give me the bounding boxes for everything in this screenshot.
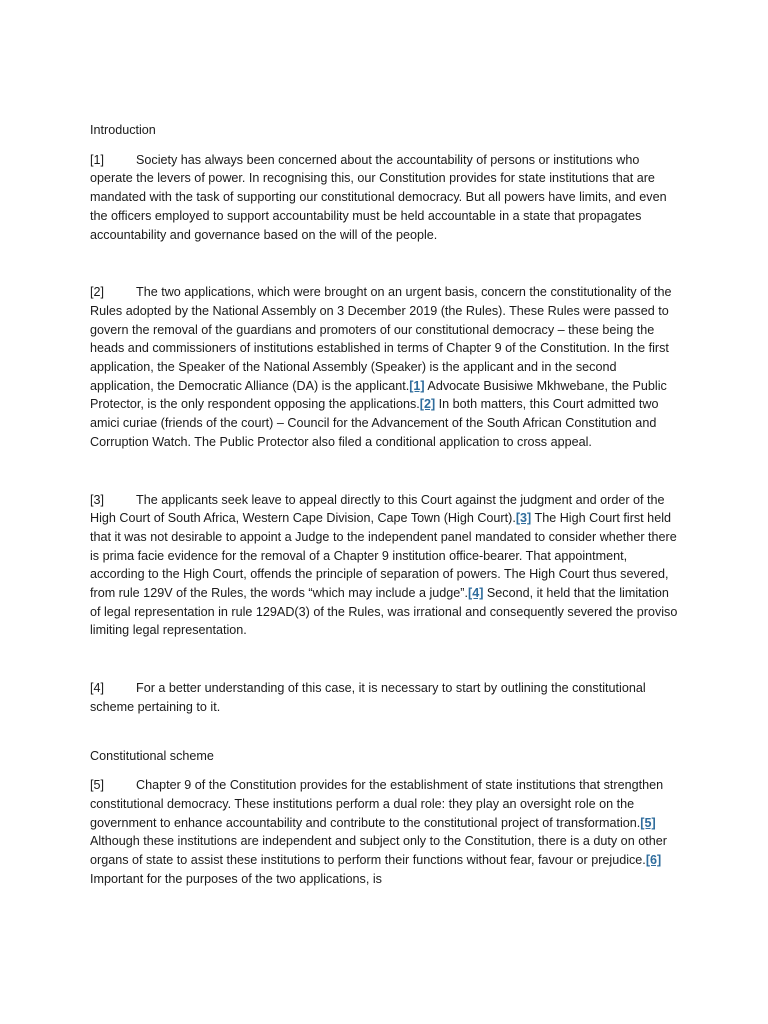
document-page [90,121,680,889]
paragraph-number: [1] [90,152,105,167]
section-heading-introduction: Introduction [90,123,156,137]
paragraph-text: Important for the purposes of the two applications, is [90,871,382,886]
footnote-link[interactable]: [1] [409,378,425,393]
paragraph-text: In both matters, this Court admitted two amici curiae (friends of the court) – Council for the Advancement of the South African Constitution and Corruption Watch. The Public Protector also filed a conditional application to cross appeal. [90,397,659,449]
footnote-link[interactable]: [4] [468,586,484,601]
footnote-link[interactable]: [2] [419,397,436,412]
paragraph-text: The High Court first held that it was not desirable to appoint a Judge to the independent panel mandated to consider whether there is prima facie evidence for the removal of a Chapter 9 institution office-bearer. That appointment, according to the High Court, offends the principle of separation of powers. The High Court thus severed, from rule 129V of the Rules, the words “which may include a judge”. [90,511,677,601]
paragraph-number: [5] [90,778,105,793]
footnote-link[interactable]: [3] [515,511,532,526]
paragraph-text: Society has always been concerned about the accountability of persons or institutions who operate the levers of power. In recognising this, our Constitution provides for state institutions that are mandated with the task of supporting our constitutional democracy. But all powers have limits, and even the officers employed to support accountability must be held accountable in a state that propagates accountability and governance based on the will of the people. [90,152,667,242]
paragraph-text: Chapter 9 of the Constitution provides for the establishment of state institutions that strengthen constitutional democracy. These institutions perform a dual role: they play an oversight role on the government to enhance accountability and contribute to the constitutional project of transformation. [90,778,664,830]
paragraph-text: Advocate Busisiwe Mkhwebane, the Public Protector, is the only respondent opposing the applications. [90,378,667,412]
paragraph-4 [90,679,680,716]
footnote-link[interactable]: [5] [640,815,656,830]
paragraph-3 [90,491,680,641]
paragraph-2 [90,283,680,451]
paragraph-text: The applicants seek leave to appeal directly to this Court against the judgment and order of the High Court of South Africa, Western Cape Division, Cape Town (High Court). [90,492,665,526]
paragraph-1 [90,151,680,245]
paragraph-text: Although these institutions are independent and subject only to the Constitution, there is a duty on other organs of state to assist these institutions to perform their functions without fear, favour or prejudice. [90,834,667,868]
section-heading-constitutional-scheme: Constitutional scheme [90,748,214,763]
paragraph-text: Second, it held that the limitation of legal representation in rule 129AD(3) of the Rules, was irrational and consequently severed the proviso limiting legal representation. [90,586,678,638]
paragraph-number: [3] [90,492,105,507]
footnote-link[interactable]: [6] [645,853,662,868]
paragraph-text: For a better understanding of this case, it is necessary to start by outlining the constitutional scheme pertaining to it. [90,681,646,714]
paragraph-number: [4] [90,681,105,696]
paragraph-number: [2] [90,285,105,300]
paragraph-5 [90,776,680,888]
paragraph-text: The two applications, which were brought on an urgent basis, concern the constitutionality of the Rules adopted by the National Assembly on 3 December 2019 (the Rules). These Rules were passed to govern the removal of the guardians and promoters of our constitutional democracy – these being the heads and commissioners of institutions established in terms of Chapter 9 of the Constitution. In the first application, the Speaker of the National Assembly (Speaker) is the applicant and in the second application, the Democratic Alliance (DA) is the applicant. [90,285,672,393]
